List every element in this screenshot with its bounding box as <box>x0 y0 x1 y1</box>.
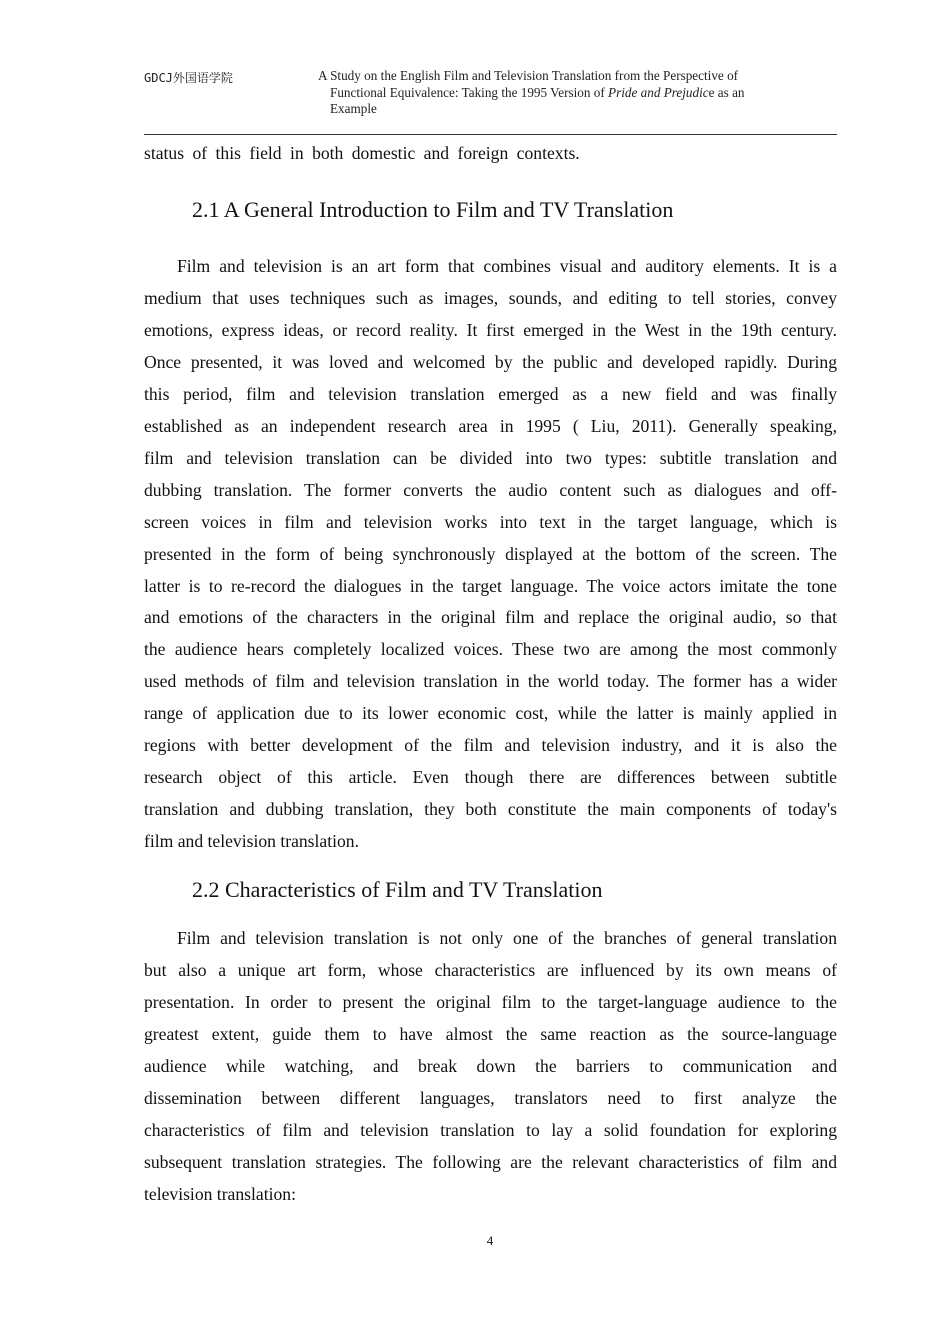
header-title-italic: Pride and Prejudic <box>608 84 709 100</box>
header-title-line-2 <box>318 85 798 102</box>
header-title-text: Functional Equivalence: Taking the 1995 Version of <box>330 84 609 100</box>
text-line: emotions, express ideas, or record reality. It first emerged in the West in the 19th century. <box>144 319 837 340</box>
text-line: film and television translation. <box>144 831 359 852</box>
section-heading-2-2: 2.2 Characteristics of Film and TV Translation <box>192 877 603 902</box>
text-line: the audience hears completely localized voices. These two are among the most commonly <box>144 639 837 660</box>
header-title <box>318 68 798 118</box>
text-line: dissemination between different languages, translators need to first analyze the <box>144 1087 837 1108</box>
text-line: Once presented, it was loved and welcomed by the public and developed rapidly. During <box>144 351 837 372</box>
text-line: medium that uses techniques such as images, sounds, and editing to tell stories, convey <box>144 287 837 308</box>
text-line: Film and television is an art form that combines visual and auditory elements. It is a <box>177 256 837 276</box>
text-line: regions with better development of the film and television industry, and it is also the <box>144 735 837 756</box>
text-line: but also a unique art form, whose characteristics are influenced by its own means of <box>144 959 837 980</box>
text-line: screen voices in film and television works into text in the target language, which is <box>144 511 837 532</box>
text-line: audience while watching, and break down the barriers to communication and <box>144 1055 837 1076</box>
text-line: latter is to re-record the dialogues in the target language. The voice actors imitate the tone <box>144 575 837 596</box>
text-line: characteristics of film and television translation to lay a solid foundation for exploring <box>144 1119 837 1140</box>
header-rule <box>144 134 837 135</box>
text-line: and emotions of the characters in the original film and replace the original audio, so that <box>144 607 837 628</box>
text-line: used methods of film and television translation in the world today. The former has a wider <box>144 671 837 692</box>
text-line: dubbing translation. The former converts the audio content such as dialogues and off- <box>144 479 837 500</box>
text-line: television translation: <box>144 1183 296 1204</box>
text-line: presented in the form of being synchronously displayed at the bottom of the screen. The <box>144 543 837 564</box>
header-title-line-3: Example <box>330 101 377 116</box>
text-line: film and television translation can be divided into two types: subtitle translation and <box>144 447 837 468</box>
text-line: research object of this article. Even though there are differences between subtitle <box>144 767 837 788</box>
section-heading-2-1: 2.1 A General Introduction to Film and TV Translation <box>192 197 674 222</box>
carry-over-line: status of this field in both domestic and foreign contexts. <box>144 143 580 163</box>
text-line: range of application due to its lower economic cost, while the latter is mainly applied in <box>144 703 837 724</box>
header-title-text: e as an <box>708 84 745 100</box>
text-line: Film and television translation is not only one of the branches of general translation <box>177 928 837 948</box>
text-line: translation and dubbing translation, they both constitute the main components of today's <box>144 799 837 820</box>
page-number: 4 <box>486 1233 494 1248</box>
header-institution: GDCJ外国语学院 <box>144 71 233 85</box>
text-line: subsequent translation strategies. The following are the relevant characteristics of film and <box>144 1151 837 1172</box>
text-line: greatest extent, guide them to have almost the same reaction as the source-language <box>144 1023 837 1044</box>
header-title-line-1: A Study on the English Film and Television Translation from the Perspective of <box>318 68 739 83</box>
text-line: presentation. In order to present the original film to the target-language audience to the <box>144 991 837 1012</box>
text-line: established as an independent research area in 1995 ( Liu, 2011). Generally speaking, <box>144 415 837 436</box>
text-line: this period, film and television translation emerged as a new field and was finally <box>144 383 837 404</box>
